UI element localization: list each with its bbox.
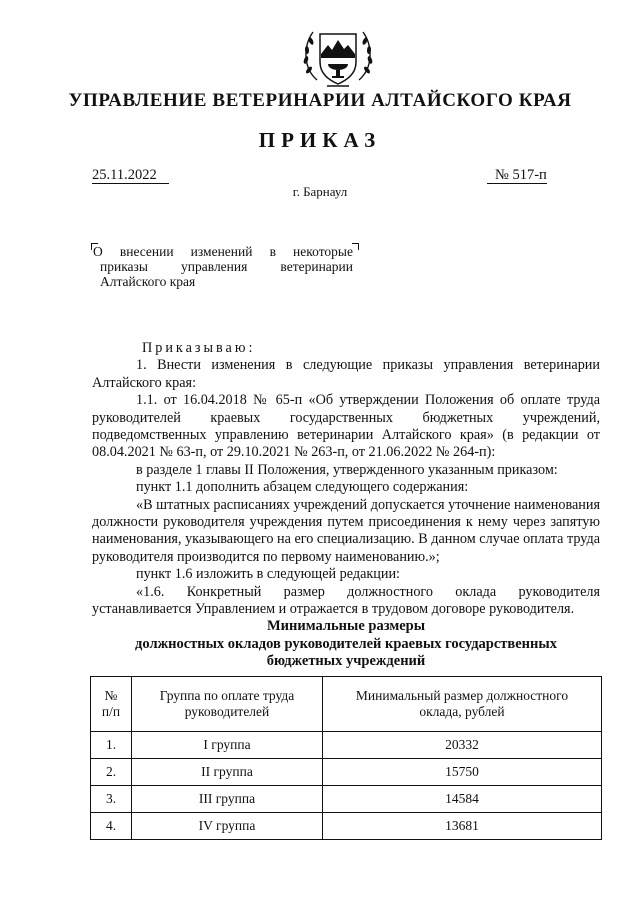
subject-line-1: О внесении изменений в некоторые — [93, 244, 353, 259]
subject-line-3: Алтайского края — [100, 274, 196, 289]
body-paragraph-1: 1. Внести изменения в следующие приказы управления ветеринарии Алтайского края: — [92, 357, 600, 391]
table-title-line-2: должностных окладов руководителей краевых государственных — [135, 635, 557, 652]
corner-bracket-right — [352, 243, 359, 250]
row-number: 4. — [91, 813, 132, 840]
body-paragraph-7: «1.6. Конкретный размер должностного оклада руководителя устанавливается Управлением и отражается в трудовом договоре руководителя. — [92, 583, 600, 618]
header-salary: Минимальный размер должностного оклада, рублей — [323, 677, 602, 732]
row-group: I группа — [132, 732, 323, 759]
table-row — [91, 813, 602, 840]
row-salary: 20332 — [323, 732, 602, 759]
table-row — [91, 732, 602, 759]
issue-city: г. Барнаул — [292, 184, 348, 199]
header-group: Группа по оплате труда руководителей — [132, 677, 323, 732]
table-header-row — [91, 677, 602, 732]
order-directive: Приказываю: — [142, 340, 256, 356]
order-date: 25.11.2022 — [92, 167, 169, 184]
header-number: № п/п — [91, 677, 132, 732]
row-group: III группа — [132, 786, 323, 813]
order-number: № 517-п — [487, 167, 547, 184]
table-title-line-1: Минимальные размеры — [266, 618, 426, 634]
body-paragraph-2: 1.1. от 16.04.2018 № 65-п «Об утверждении Положения об оплате труда руководителей краевых государственных бюджетных учреждений, подведомственных управлению ветеринарии Алтайского края» (в редакции от 08.04.2021 № 63-п, от 29.10.2021 № 263-п, от 21.06.2022 № 264-п): — [92, 392, 600, 461]
row-salary: 15750 — [323, 759, 602, 786]
coat-of-arms-emblem — [297, 20, 379, 90]
document-type-title: ПРИКАЗ — [258, 128, 382, 152]
body-paragraph-3: в разделе 1 главы II Положения, утвержденного указанным приказом: — [136, 461, 558, 478]
body-paragraph-5: «В штатных расписаниях учреждений допускается уточнение наименования должности руководителя учреждения путем присоединения к нему через запятую наименования, указывающего на его специализацию. В данном случае оплата труда руководителя производится по первому наименованию.»; — [92, 496, 600, 565]
table-row — [91, 759, 602, 786]
row-number: 2. — [91, 759, 132, 786]
table-title — [92, 618, 600, 671]
body-paragraph-6: пункт 1.6 изложить в следующей редакции: — [136, 566, 400, 583]
row-group: II группа — [132, 759, 323, 786]
salary-table — [90, 676, 602, 840]
row-group: IV группа — [132, 813, 323, 840]
order-subject — [93, 244, 353, 289]
subject-line-2: приказы управления ветеринарии — [100, 259, 353, 274]
order-body — [92, 340, 600, 619]
corner-bracket-left — [91, 243, 98, 250]
body-paragraph-4: пункт 1.1 дополнить абзацем следующего содержания: — [136, 479, 469, 496]
organization-name: УПРАВЛЕНИЕ ВЕТЕРИНАРИИ АЛТАЙСКОГО КРАЯ — [68, 90, 572, 111]
row-number: 1. — [91, 732, 132, 759]
table-title-line-3: бюджетных учреждений — [266, 653, 426, 669]
row-salary: 13681 — [323, 813, 602, 840]
row-number: 3. — [91, 786, 132, 813]
table-row — [91, 786, 602, 813]
row-salary: 14584 — [323, 786, 602, 813]
